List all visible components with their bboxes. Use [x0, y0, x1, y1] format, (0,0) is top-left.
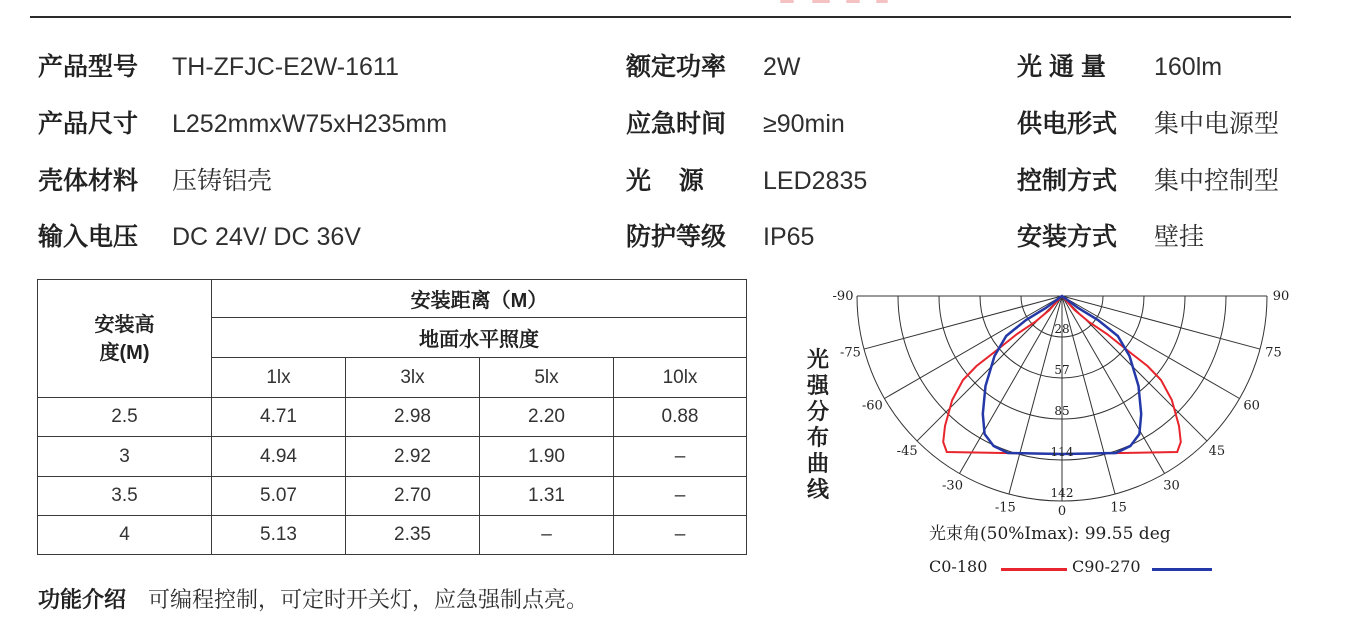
polar-angle-label: 45 — [1208, 443, 1226, 459]
value-cell: 2.92 — [346, 437, 480, 477]
polar-radial-label: 85 — [1054, 404, 1070, 418]
spec-value-supply: 集中电源型 — [1154, 110, 1280, 138]
spec-label-light-source: 光 源 — [626, 167, 704, 195]
top-divider — [30, 16, 1291, 18]
value-cell: – — [614, 477, 747, 516]
table-row — [38, 477, 747, 516]
spec-value-flux: 160lm — [1154, 53, 1223, 81]
spec-label-power: 额定功率 — [626, 53, 727, 81]
height-cell: 4 — [38, 516, 212, 555]
table-row — [38, 398, 747, 437]
polar-radial-label: 142 — [1050, 486, 1074, 500]
spec-value-mounting: 壁挂 — [1154, 223, 1205, 251]
column-header: 10lx — [614, 358, 747, 398]
polar-radial-label: 28 — [1054, 322, 1070, 336]
value-cell: 5.07 — [212, 477, 346, 516]
spec-label-housing: 壳体材料 — [38, 167, 139, 195]
table-row — [38, 437, 747, 477]
spec-value-size: L252mmxW75xH235mm — [172, 110, 448, 138]
height-cell: 2.5 — [38, 398, 212, 437]
polar-grid-spoke — [1062, 296, 1165, 474]
polar-grid-spoke — [1062, 296, 1260, 349]
illuminance-header: 地面水平照度 — [212, 318, 747, 358]
value-cell: 1.90 — [480, 437, 614, 477]
polar-angle-label: -30 — [942, 478, 963, 494]
function-text: 可编程控制，可定时开关灯，应急强制点亮。 — [148, 587, 589, 612]
legend-c90-line — [1152, 568, 1212, 571]
legend-c0-line — [1001, 568, 1067, 571]
polar-angle-label: 60 — [1243, 398, 1260, 414]
polar-angle-label: -90 — [832, 289, 854, 304]
polar-radial-label: 57 — [1054, 363, 1070, 377]
value-cell: 2.35 — [346, 516, 480, 555]
decor-mark — [812, 0, 830, 3]
polar-angle-label: 15 — [1110, 500, 1127, 516]
value-cell: 2.20 — [480, 398, 614, 437]
distance-table-wrap — [37, 279, 747, 555]
polar-angle-label: 75 — [1265, 345, 1282, 361]
decor-mark — [876, 0, 888, 3]
height-header-text: 安装高度(M) — [94, 313, 155, 364]
spec-label-mounting: 安装方式 — [1017, 223, 1118, 251]
polar-angle-label: -60 — [861, 398, 883, 414]
spec-label-voltage: 输入电压 — [38, 223, 139, 251]
spec-label-ip-rating: 防护等级 — [626, 223, 727, 251]
polar-angle-label: 0 — [1057, 504, 1067, 519]
height-cell: 3 — [38, 437, 212, 477]
polar-angle-label: -75 — [839, 345, 861, 361]
function-label: 功能介绍 — [38, 587, 127, 612]
spec-value-emergency-time: ≥90min — [763, 110, 845, 138]
column-header: 5lx — [480, 358, 614, 398]
spec-value-voltage: DC 24V/ DC 36V — [172, 223, 361, 251]
polar-radial-label: 114 — [1050, 445, 1074, 459]
spec-label-supply: 供电形式 — [1017, 110, 1118, 138]
distance-table — [37, 279, 747, 555]
polar-labels — [833, 289, 1290, 519]
polar-angle-label: 90 — [1272, 289, 1290, 304]
decor-mark — [846, 0, 860, 3]
table-row — [38, 516, 747, 555]
value-cell: – — [614, 516, 747, 555]
value-cell: 4.71 — [212, 398, 346, 437]
legend-c0-label: C0-180 — [929, 557, 988, 576]
polar-chart — [832, 272, 1290, 519]
polar-title — [803, 348, 833, 504]
spec-value-control: 集中控制型 — [1154, 167, 1280, 195]
spec-label-control: 控制方式 — [1017, 167, 1118, 195]
decor-mark — [780, 0, 794, 3]
distance-header: 安装距离（M） — [212, 280, 747, 318]
polar-grid-spoke — [1062, 296, 1115, 494]
polar-grid-spoke — [884, 296, 1062, 399]
column-header: 1lx — [212, 358, 346, 398]
polar-grid-spoke — [960, 296, 1063, 474]
polar-grid-spoke — [1062, 296, 1240, 399]
polar-angle-label: 30 — [1163, 478, 1180, 494]
polar-title-text: 光强分布曲线 — [806, 348, 829, 503]
value-cell: 0.88 — [614, 398, 747, 437]
spec-label-size: 产品尺寸 — [38, 110, 139, 138]
column-header: 3lx — [346, 358, 480, 398]
function-section — [38, 586, 588, 614]
value-cell: 4.94 — [212, 437, 346, 477]
height-header — [38, 280, 212, 398]
polar-grid-spoke — [864, 296, 1062, 349]
spec-label-emergency-time: 应急时间 — [626, 110, 727, 138]
value-cell: – — [480, 516, 614, 555]
spec-value-ip-rating: IP65 — [763, 223, 815, 251]
spec-label-flux: 光 通 量 — [1017, 53, 1106, 81]
value-cell: 2.70 — [346, 477, 480, 516]
polar-angle-label: -15 — [994, 500, 1016, 516]
polar-angle-label: -45 — [896, 443, 918, 459]
height-cell: 3.5 — [38, 477, 212, 516]
spec-value-power: 2W — [763, 53, 801, 81]
beam-angle-text: 光束角(50%Imax): 99.55 deg — [929, 524, 1171, 544]
value-cell: – — [614, 437, 747, 477]
spec-label-model: 产品型号 — [38, 53, 139, 81]
value-cell: 1.31 — [480, 477, 614, 516]
legend-c90-label: C90-270 — [1072, 557, 1141, 576]
spec-value-light-source: LED2835 — [763, 167, 868, 195]
spec-value-model: TH-ZFJC-E2W-1611 — [172, 53, 399, 81]
spec-value-housing: 压铸铝壳 — [172, 167, 273, 195]
value-cell: 5.13 — [212, 516, 346, 555]
value-cell: 2.98 — [346, 398, 480, 437]
